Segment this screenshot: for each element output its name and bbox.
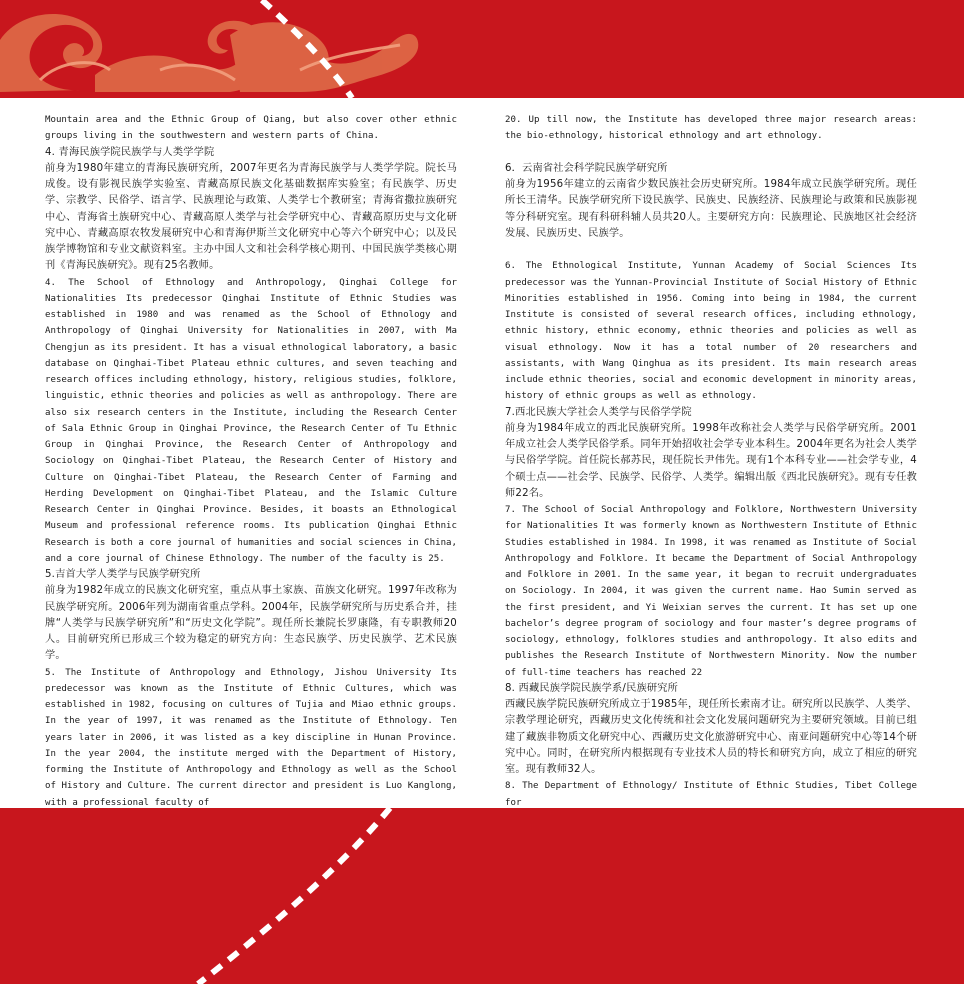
english-paragraph: 6. The Ethnological Institute, Yunnan Academy of Social Sciences Its predecessor was the Yunnan-Provincial Institute of Social History of Ethnic Minorities established in 1956. Coming into being in 1984, the current Institute is consisted of several research offices, including ethnology, ethnic history, ethnic economy, ethnic theories and policies as well as visual ethnology. Now it has a total number of 20 researchers and assistants, with Wang Qinghua as its president. Its main research areas include ethnic theories, social and economic development in minority areas, history of ethnic groups as well as ethnology.	[505, 261, 917, 402]
chinese-paragraph: 4. 青海民族学院民族学与人类学学院	[45, 146, 215, 158]
english-paragraph: 7. The School of Social Anthropology and Folklore, Northwestern University for Nationalities It was formerly known as Northwestern Institute of Ethnic Studies established in 1984. In 1998, it was renamed as Institute of Social Anthropology and Folklore. It became the Department of Social Anthropology and Folklore in 2001. In the same year, it began to recruit undergraduates on Sociology. In 2004, it was given the current name. Hao Sumin served as the first president, and Yi Weixian serves the current. It has set up one bachelor’s degree program of sociology and four master’s degree programs of sociology, ethnology, folklores studies and anthropology. It also edits and publishes the Research Institute of Northwestern Minority. Now the number of full-time teachers has reached 22	[505, 505, 917, 678]
chinese-paragraph: 前身为1982年成立的民族文化研究室，重点从事土家族、苗族文化研究。1997年改称为民族学研究所。2006年列为湖南省重点学科。2004年，民族学研究所与历史系合并，挂牌“人类学与民族学研究所”和“历史文化学院”。现任所长兼院长罗康隆，有专职教师20人。目前研究所已形成三个较为稳定的研究方向：生态民族学、历史民族学、艺术民族学。	[45, 585, 457, 662]
english-paragraph: 20. Up till now, the Institute has developed three major research areas: the bio-ethnology, historical ethnology and art ethnology.	[505, 115, 917, 142]
paragraph-spacer	[505, 145, 917, 161]
top-banner	[0, 0, 964, 98]
chinese-paragraph: 6．云南省社会科学院民族学研究所	[505, 162, 668, 174]
chinese-paragraph: 前身为1984年成立的西北民族研究所。1998年改称社会人类学与民俗学研究所。2001年成立社会人类学民俗学系。同年开始招收社会学专业本科生。2004年更名为社会人类学与民俗学学院。首任院长郝苏民，现任院长尹伟先。现有1个本科专业——社会学专业，4个硕士点——社会学、民族学、民俗学、人类学。编辑出版《西北民族研究》。现有专任教师22名。	[505, 422, 917, 499]
chinese-paragraph: 7.西北民族大学社会人类学与民俗学学院	[505, 406, 692, 418]
english-paragraph: Mountain area and the Ethnic Group of Qiang, but also cover other ethnic groups living in the southwestern and western parts of China.	[45, 115, 457, 142]
left-column	[45, 112, 457, 808]
english-paragraph: 8. The Department of Ethnology/ Institute of Ethnic Studies, Tibet College for	[505, 781, 917, 808]
english-paragraph: 5. The Institute of Anthropology and Ethnology, Jishou University Its predecessor was known as the Institute of Ethnic Cultures, which was established in 1982, focusing on cultures of Tujia and Miao ethnic groups. In the year of 1997, it was renamed as the Institute of Ethnology. Ten years later in 2006, it was listed as a key discipline in Hunan Province. In the year 2004, the institute merged with the Department of History, forming the Institute of Anthropology and Ethnology as well as the School of History and Culture. The current director and president is Luo Kanglong, with a professional faculty of	[45, 667, 457, 808]
page-body	[0, 98, 964, 808]
chinese-paragraph: 前身为1956年建立的云南省少数民族社会历史研究所。1984年成立民族学研究所。现任所长王清华。民族学研究所下设民族学、民族史、民族经济、民族理论与政策和民族影视等分科研究室。现有科研科辅人员共20人。主要研究方向：民族理论、民族地区社会经济发展、民族历史、民族学。	[505, 179, 917, 239]
english-paragraph: 4. The School of Ethnology and Anthropology, Qinghai College for Nationalities Its predecessor Qinghai Institute of Ethnic Studies was established in 1980 and was renamed as the School of Ethnology and Anthropology of Qinghai University for Nationalities in 2007, with Ma Chengjun as its president. It has a visual ethnological laboratory, a basic database on Qinghai-Tibet Plateau ethnic cultures, and seven teaching and research offices including ethnology, history, religious studies, folklore, linguistic, ethnic theories and policies as well as anthropology. There are also six research centers in the Institute, including the Research Center of Sala Ethnic Group in Qinghai Province, the Research Center of Tu Ethnic Group in Qinghai Province, the Research Center of Anthropology and Sociology on Qinghai-Tibet Plateau, the Research Center of History and Culture on Qinghai-Tibet Plateau, the Research Center of Farming and Herding Development on Qinghai-Tibet Plateau, and the Islamic Culture Research Center in Qinghai Province. Besides, it boasts an Ethnological Museum and professional reference rooms. Its publication Qinghai Ethnic Research is both a core journal of humanities and social sciences in China, and a core journal of Chinese Ethnology. The number of the faculty is 25.	[45, 277, 457, 564]
right-column	[505, 112, 917, 808]
chinese-paragraph: 8. 西藏民族学院民族学系/民族研究所	[505, 682, 679, 694]
paragraph-spacer	[505, 242, 917, 258]
cloud-ornament	[0, 0, 964, 98]
chinese-paragraph: 西藏民族学院民族研究所成立于1985年，现任所长索南才让。研究所以民族学、人类学、宗教学理论研究，西藏历史文化传统和社会文化发展问题研究为主要研究领域。目前已组建了藏族非物质文化研究中心、西藏历史文化旅游研究中心、南亚问题研究中心等14个研究中心。同时，在研究所内根据现有专业技术人员的特长和研究方向，成立了相应的研究室。现有教师32人。	[505, 699, 917, 775]
bottom-banner	[0, 808, 964, 984]
chinese-paragraph: 5.吉首大学人类学与民族学研究所	[45, 569, 201, 580]
chinese-paragraph: 前身为1980年建立的青海民族研究所，2007年更名为青海民族学与人类学学院。院长马成俊。设有影视民族学实验室、青藏高原民族文化基础数据库实验室；有民族学、历史学、宗教学、民俗学、语言学、民族理论与政策、人类学七个教研室；青海省撒拉族研究中心、青海省土族研究中心、青藏高原人类学与社会学研究中心、青藏高原历史与文化研究中心、青藏高原农牧发展研究中心和青海伊斯兰文化研究中心等六个研究中心；以及民族学博物馆和专业文献资料室。主办中国人文和社会科学核心期刊、中国民族学类核心期刊《青海民族研究》。现有25名教师。	[45, 162, 457, 272]
dashed-arc-ornament	[0, 808, 964, 984]
